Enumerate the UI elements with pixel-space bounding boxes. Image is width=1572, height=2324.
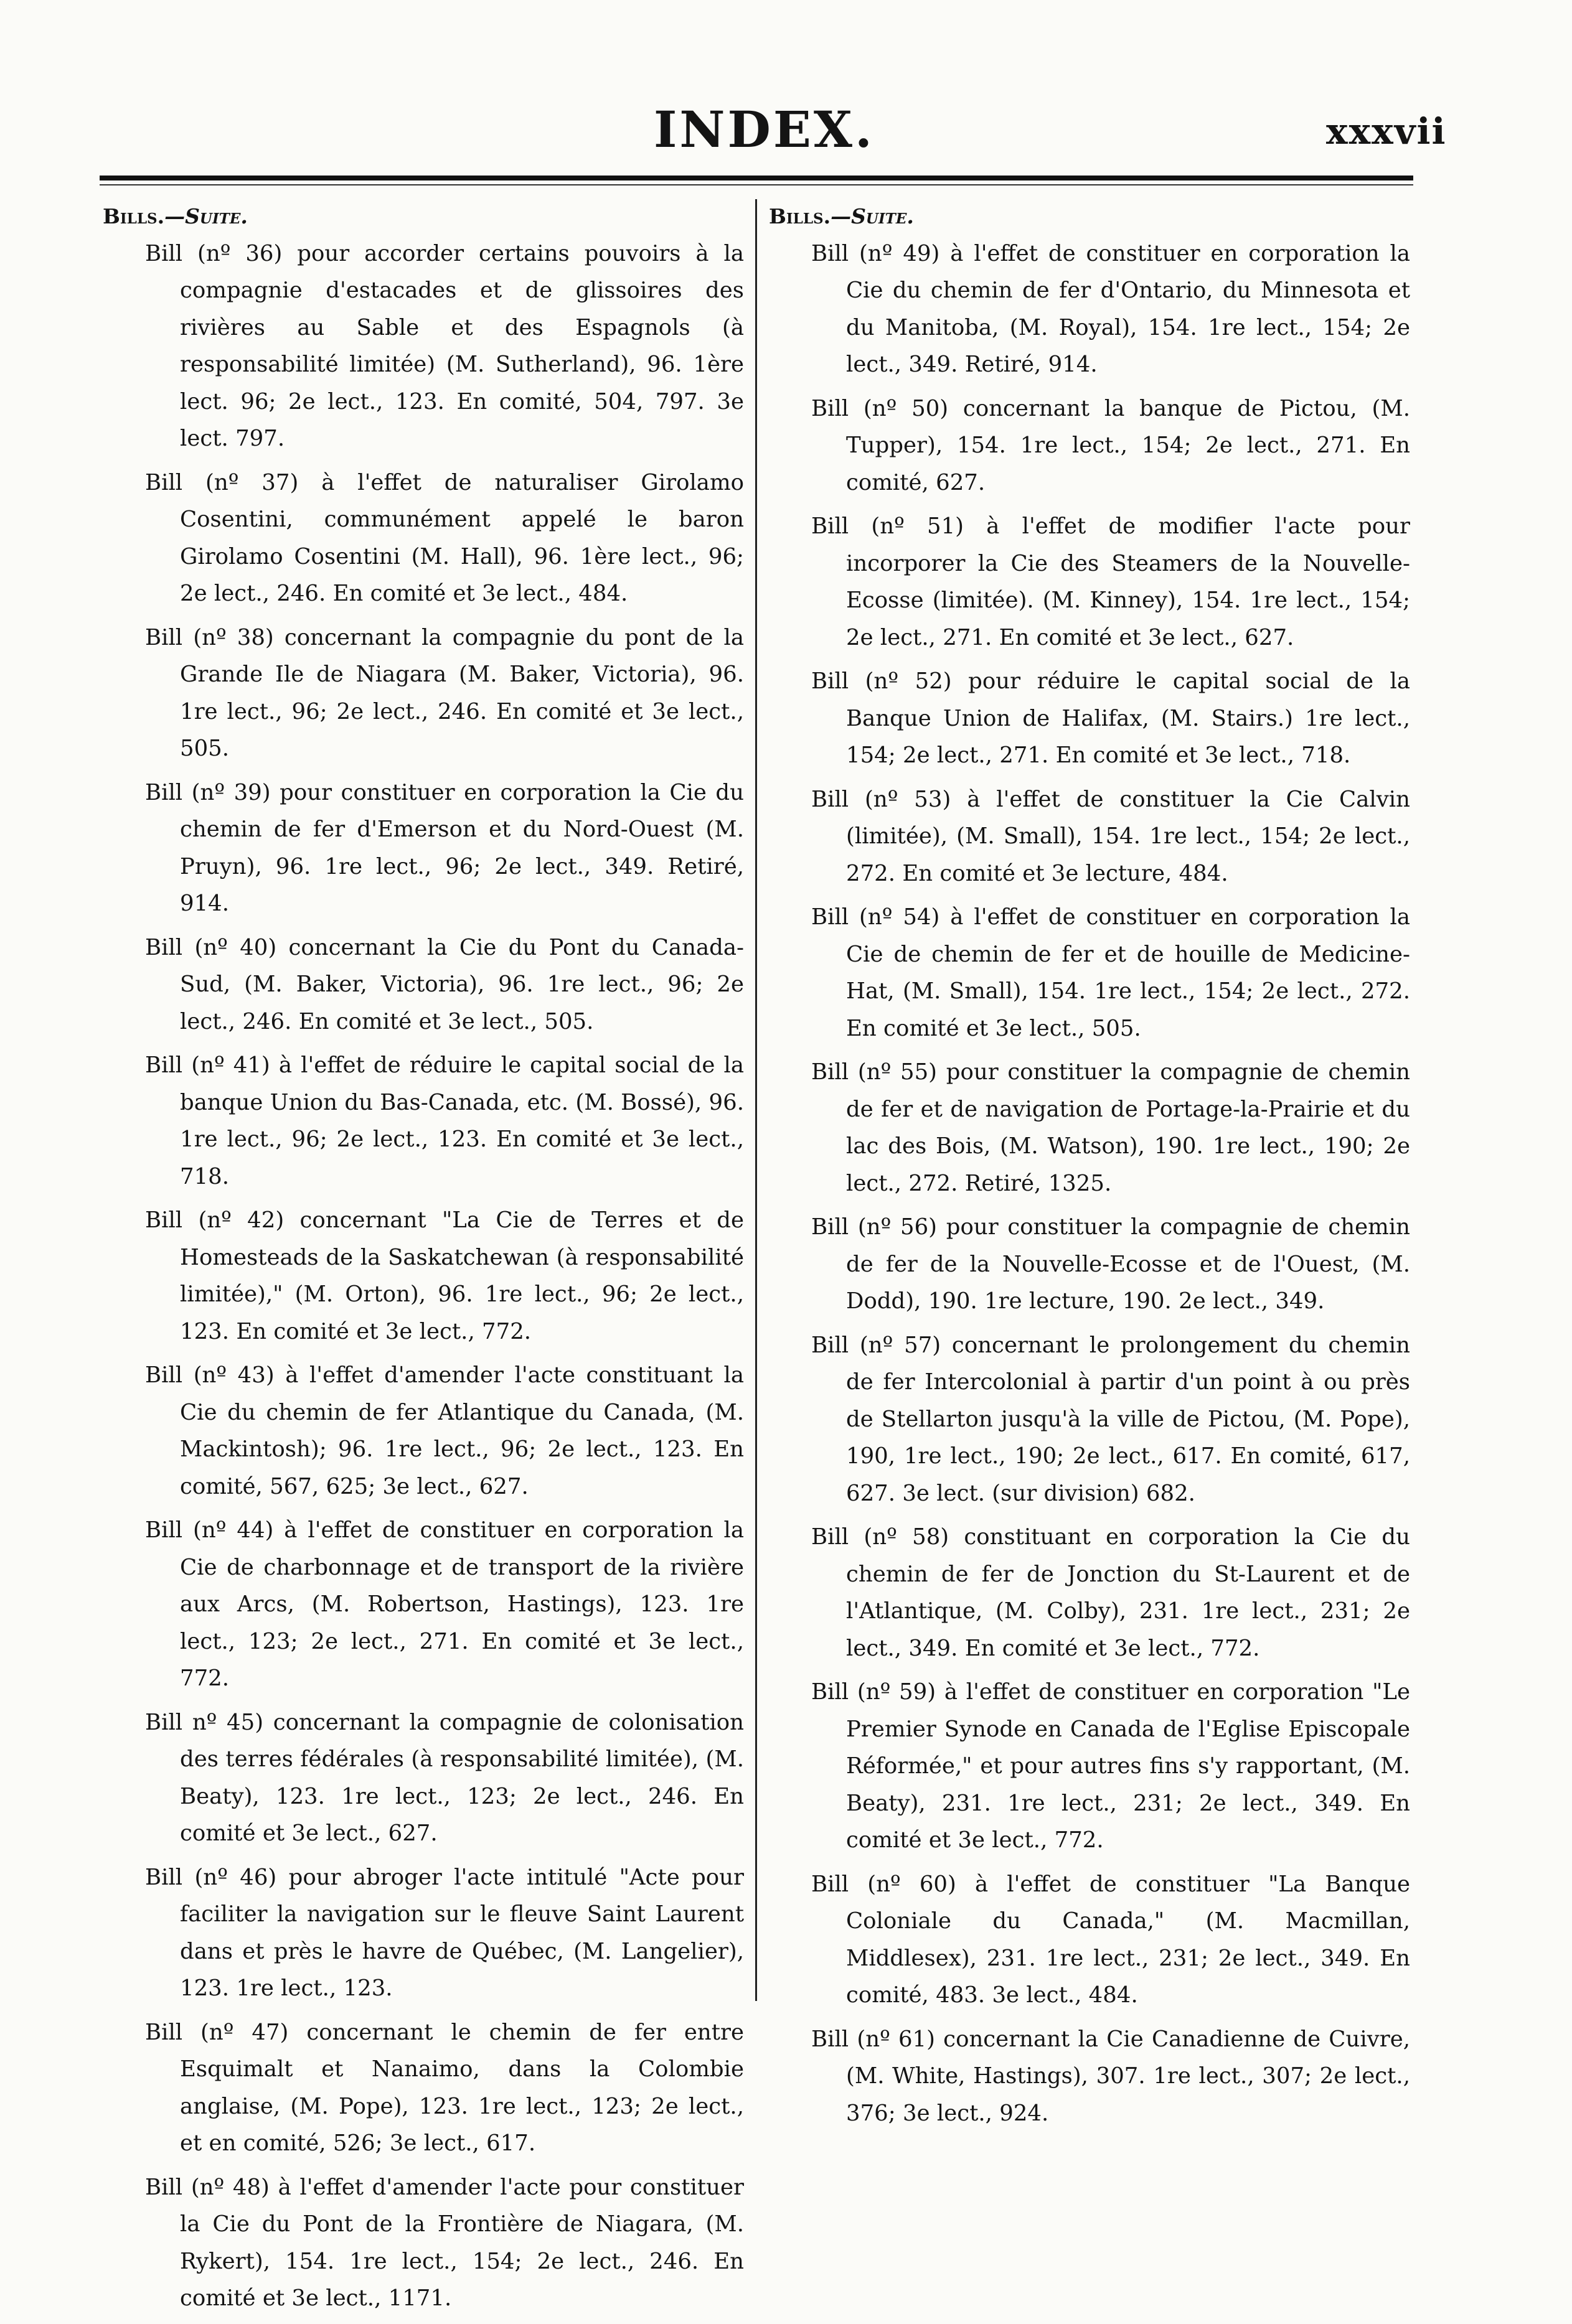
index-entry: Bill (nº 38) concernant la compagnie du pont de la Grande Ile de Niagara (M. Baker, Victoria), 96. 1re lect., 96; 2e lect., 246. En comité et 3e lect., 505. (145, 624, 744, 761)
index-entry: Bill (nº 40) concernant la Cie du Pont du Canada-Sud, (M. Baker, Victoria), 96. 1re lect., 96; 2e lect., 246. En comité et 3e lect., 505. (145, 934, 744, 1034)
heading-label: Bills. (769, 204, 831, 228)
page-title: INDEX. (654, 100, 875, 159)
left-column (103, 198, 744, 2324)
section-heading (103, 198, 744, 235)
column-divider (755, 199, 757, 2001)
index-entry: Bill nº 45) concernant la compagnie de colonisation des terres fédérales (à responsabilité limitée), (M. Beaty), 123. 1re lect., 123; 2e lect., 246. En comité et 3e lect., 627. (145, 1709, 744, 1846)
header-rule-thin (100, 184, 1413, 185)
index-entry: Bill (nº 42) concernant "La Cie de Terres et de Homesteads de la Saskatchewan (à responsabilité limitée)," (M. Orton), 96. 1re lect., 96; 2e lect., 123. En comité et 3e lect., 772. (145, 1207, 744, 1344)
index-entry: Bill (nº 55) pour constituer la compagnie de chemin de fer et de navigation de Portage-la-Prairie et du lac des Bois, (M. Watson), 190. 1re lect., 190; 2e lect., 272. Retiré, 1325. (811, 1059, 1410, 1196)
index-entry: Bill (nº 61) concernant la Cie Canadienne de Cuivre, (M. White, Hastings), 307. 1re lect., 307; 2e lect., 376; 3e lect., 924. (811, 2026, 1410, 2126)
index-entry: Bill (nº 59) à l'effet de constituer en corporation "Le Premier Synode en Canada de l'Eglise Episcopale Réformée," et pour autres fins s'y rapportant, (M. Beaty), 231. 1re lect., 231; 2e lect., 349. En comité et 3e lect., 772. (811, 1679, 1410, 1853)
heading-suite: —Suite. (164, 204, 248, 228)
header-rule (100, 176, 1413, 180)
index-entry: Bill (nº 57) concernant le prolongement du chemin de fer Intercolonial à partir d'un point à ou près de Stellarton jusqu'à la ville de Pictou, (M. Pope), 190, 1re lect., 190; 2e lect., 617. En comité, 617, 627. 3e lect. (sur division) 682. (811, 1332, 1410, 1506)
heading-suite: —Suite. (831, 204, 914, 228)
section-heading (769, 198, 1410, 235)
index-entry: Bill (nº 53) à l'effet de constituer la Cie Calvin (limitée), (M. Small), 154. 1re lect., 154; 2e lect., 272. En comité et 3e lecture, 484. (811, 786, 1410, 886)
index-entry: Bill (nº 46) pour abroger l'acte intitulé "Acte pour faciliter la navigation sur le fleuve Saint Laurent dans et près le havre de Québec, (M. Langelier), 123. 1re lect., 123. (145, 1864, 744, 2001)
index-entry: Bill (nº 37) à l'effet de naturaliser Girolamo Cosentini, communément appelé le baron Girolamo Cosentini (M. Hall), 96. 1ère lect., 96; 2e lect., 246. En comité et 3e lect., 484. (145, 469, 744, 606)
index-entry: Bill (nº 44) à l'effet de constituer en corporation la Cie de charbonnage et de transport de la rivière aux Arcs, (M. Robertson, Hastings), 123. 1re lect., 123; 2e lect., 271. En comité et 3e lect., 772. (145, 1517, 744, 1691)
index-entry: Bill (nº 47) concernant le chemin de fer entre Esquimalt et Nanaimo, dans la Colombie anglaise, (M. Pope), 123. 1re lect., 123; 2e lect., et en comité, 526; 3e lect., 617. (145, 2019, 744, 2156)
index-entry: Bill (nº 49) à l'effet de constituer en corporation la Cie du chemin de fer d'Ontario, du Minnesota et du Manitoba, (M. Royal), 154. 1re lect., 154; 2e lect., 349. Retiré, 914. (811, 240, 1410, 377)
index-entry: Bill (nº 54) à l'effet de constituer en corporation la Cie de chemin de fer et de houille de Medicine-Hat, (M. Small), 154. 1re lect., 154; 2e lect., 272. En comité et 3e lect., 505. (811, 904, 1410, 1041)
index-entry: Bill (nº 52) pour réduire le capital social de la Banque Union de Halifax, (M. Stairs.) 1re lect., 154; 2e lect., 271. En comité et 3e lect., 718. (811, 668, 1410, 768)
index-entry: Bill (nº 36) pour accorder certains pouvoirs à la compagnie d'estacades et de glissoires des rivières au Sable et des Espagnols (à responsabilité limitée) (M. Sutherland), 96. 1ère lect. 96; 2e lect., 123. En comité, 504, 797. 3e lect. 797. (145, 240, 744, 451)
heading-label: Bills. (103, 204, 165, 228)
index-entry: Bill (nº 50) concernant la banque de Pictou, (M. Tupper), 154. 1re lect., 154; 2e lect., 271. En comité, 627. (811, 395, 1410, 495)
index-entry: Bill (nº 41) à l'effet de réduire le capital social de la banque Union du Bas-Canada, etc. (M. Bossé), 96. 1re lect., 96; 2e lect., 123. En comité et 3e lect., 718. (145, 1052, 744, 1189)
page-number: xxxvii (1326, 110, 1447, 152)
index-entry: Bill (nº 51) à l'effet de modifier l'acte pour incorporer la Cie des Steamers de la Nouvelle-Ecosse (limitée). (M. Kinney), 154. 1re lect., 154; 2e lect., 271. En comité et 3e lect., 627. (811, 513, 1410, 650)
index-entry: Bill (nº 43) à l'effet d'amender l'acte constituant la Cie du chemin de fer Atlantique du Canada, (M. Mackintosh); 96. 1re lect., 96; 2e lect., 123. En comité, 567, 625; 3e lect., 627. (145, 1362, 744, 1499)
index-entry: Bill (nº 39) pour constituer en corporation la Cie du chemin de fer d'Emerson et du Nord-Ouest (M. Pruyn), 96. 1re lect., 96; 2e lect., 349. Retiré, 914. (145, 779, 744, 916)
index-entry: Bill (nº 60) à l'effet de constituer "La Banque Coloniale du Canada," (M. Macmillan, Middlesex), 231. 1re lect., 231; 2e lect., 349. En comité, 483. 3e lect., 484. (811, 1871, 1410, 2008)
right-column (769, 198, 1410, 2139)
index-entry: Bill (nº 56) pour constituer la compagnie de chemin de fer de la Nouvelle-Ecosse et de l'Ouest, (M. Dodd), 190. 1re lecture, 190. 2e lect., 349. (811, 1214, 1410, 1314)
index-entry: Bill (nº 58) constituant en corporation la Cie du chemin de fer de Jonction du St-Laurent et de l'Atlantique, (M. Colby), 231. 1re lect., 231; 2e lect., 349. En comité et 3e lect., 772. (811, 1524, 1410, 1661)
index-entry: Bill (nº 48) à l'effet d'amender l'acte pour constituer la Cie du Pont de la Frontière de Niagara, (M. Rykert), 154. 1re lect., 154; 2e lect., 246. En comité et 3e lect., 1171. (145, 2174, 744, 2311)
